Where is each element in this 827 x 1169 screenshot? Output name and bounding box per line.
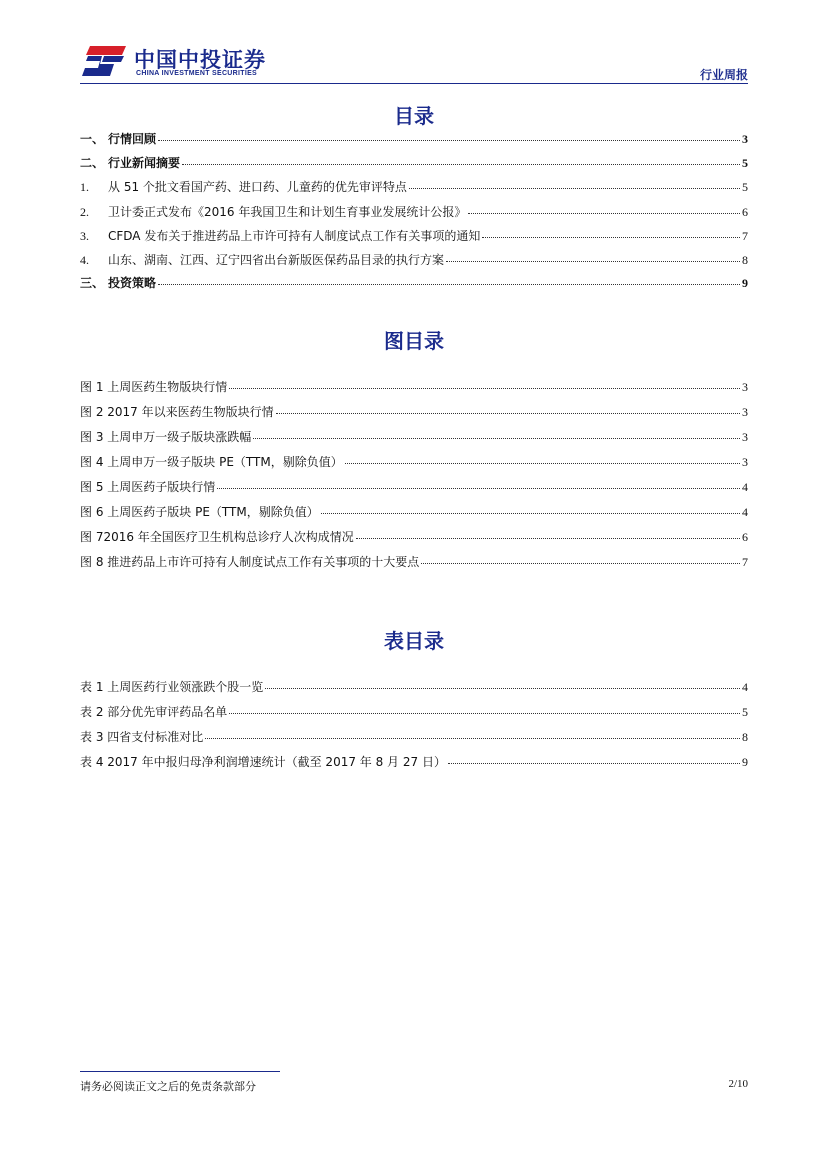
toc-entry-page: 9 [742, 276, 748, 290]
toc-entry-text: 图 6 上周医药子版块 PE（TTM，剔除负值） [80, 505, 319, 519]
toc-entry[interactable] [80, 203, 748, 221]
toc-leader-dots [229, 712, 740, 714]
toc-entry-page: 3 [742, 405, 748, 419]
toc-leader-dots [265, 687, 740, 689]
toc-leader-dots [205, 737, 740, 739]
toc-entry-page: 5 [742, 705, 748, 719]
toc-entry-number: 2. [80, 205, 89, 219]
toc-leader-dots [482, 236, 740, 238]
footer-disclaimer: 请务必阅读正文之后的免责条款部分 [80, 1080, 256, 1093]
toc-entry[interactable] [80, 553, 748, 571]
toc-entry-text: 图 1 上周医药生物版块行情 [80, 380, 228, 394]
toc-entry[interactable] [80, 753, 748, 771]
toc-entry-number: 一、 [80, 132, 105, 146]
toc-entry-text: 图 3 上周申万一级子版块涨跌幅 [80, 430, 252, 444]
toc-leader-dots [448, 762, 740, 764]
toc-entry-number: 三、 [80, 276, 105, 290]
toc-entry-page: 6 [742, 530, 748, 544]
company-name-en: CHINA INVESTMENT SECURITIES [136, 70, 258, 77]
toc-leader-dots [446, 260, 740, 262]
toc-leader-dots [158, 283, 740, 285]
toc-entry-text: 行业新闻摘要 [108, 156, 181, 170]
toc-entry[interactable] [80, 251, 748, 269]
toc-entry-page: 3 [742, 380, 748, 394]
toc-entry-page: 5 [742, 156, 748, 170]
toc-entry-page: 8 [742, 730, 748, 744]
toc-leader-dots [229, 387, 740, 389]
page-header [80, 44, 748, 86]
header-divider [80, 83, 748, 84]
toc-entry-text: 表 2 部分优先审评药品名单 [80, 705, 228, 719]
toc-entry[interactable] [80, 703, 748, 721]
toc-entry-number: 1. [80, 180, 89, 194]
toc-leader-dots [276, 412, 740, 414]
figure-list-title: 图目录 [384, 329, 444, 353]
toc-entry[interactable] [80, 130, 748, 148]
table-list-title: 表目录 [384, 629, 444, 653]
toc-leader-dots [217, 487, 740, 489]
toc-leader-dots [182, 163, 740, 165]
toc-entry-page: 3 [742, 132, 748, 146]
toc-entry-text: 投资策略 [108, 276, 157, 290]
toc-entry[interactable] [80, 403, 748, 421]
toc-entry-page: 9 [742, 755, 748, 769]
toc-entry-number: 二、 [80, 156, 105, 170]
page-number: 2/10 [728, 1078, 748, 1090]
toc-leader-dots [158, 139, 740, 141]
toc-entry-page: 5 [742, 180, 748, 194]
toc-entry-page: 3 [742, 430, 748, 444]
toc-entry-text: 行情回顾 [108, 132, 157, 146]
toc-entry[interactable] [80, 178, 748, 196]
toc-leader-dots [468, 212, 740, 214]
toc-entry-page: 4 [742, 680, 748, 694]
toc-entry-text: 图 4 上周申万一级子版块 PE（TTM，剔除负值） [80, 455, 343, 469]
toc-entry[interactable] [80, 453, 748, 471]
toc-leader-dots [356, 537, 740, 539]
toc-entry-page: 4 [742, 480, 748, 494]
toc-entry-text: 从 51 个批文看国产药、进口药、儿童药的优先审评特点 [108, 180, 407, 194]
toc-entry[interactable] [80, 728, 748, 746]
toc-entry[interactable] [80, 528, 748, 546]
report-type: 行业周报 [699, 68, 748, 82]
toc-entry-text: 表 3 四省支付标准对比 [80, 730, 204, 744]
company-logo-icon [80, 44, 128, 78]
toc-entry-page: 7 [742, 229, 748, 243]
toc-entry-text: 山东、湖南、江西、辽宁四省出台新版医保药品目录的执行方案 [108, 253, 445, 267]
toc-leader-dots [253, 437, 740, 439]
toc-entry[interactable] [80, 678, 748, 696]
toc-entry-text: 图 72016 年全国医疗卫生机构总诊疗人次构成情况 [80, 530, 354, 544]
toc-entry[interactable] [80, 154, 748, 172]
toc-title: 目录 [394, 104, 434, 128]
toc-leader-dots [409, 187, 740, 189]
toc-leader-dots [345, 462, 740, 464]
toc-entry-text: 图 8 推进药品上市许可持有人制度试点工作有关事项的十大要点 [80, 555, 420, 569]
toc-entry-page: 3 [742, 455, 748, 469]
toc-entry-page: 4 [742, 505, 748, 519]
toc-entry[interactable] [80, 378, 748, 396]
toc-entry-number: 3. [80, 229, 89, 243]
toc-entry-text: 表 4 2017 年中报归母净利润增速统计（截至 2017 年 8 月 27 日） [80, 755, 446, 769]
toc-entry-text: 图 2 2017 年以来医药生物版块行情 [80, 405, 274, 419]
toc-entry-text: CFDA 发布关于推进药品上市许可持有人制度试点工作有关事项的通知 [108, 229, 481, 243]
toc-entry[interactable] [80, 274, 748, 292]
company-name-cn: 中国中投证券 [134, 48, 266, 72]
toc-leader-dots [421, 562, 740, 564]
toc-entry-text: 图 5 上周医药子版块行情 [80, 480, 216, 494]
toc-entry[interactable] [80, 227, 748, 245]
toc-entry-number: 4. [80, 253, 89, 267]
toc-entry[interactable] [80, 428, 748, 446]
toc-entry-page: 8 [742, 253, 748, 267]
toc-entry-page: 6 [742, 205, 748, 219]
toc-entry-text: 表 1 上周医药行业领涨跌个股一览 [80, 680, 264, 694]
toc-entry-page: 7 [742, 555, 748, 569]
footer-divider [80, 1071, 280, 1072]
toc-leader-dots [321, 512, 740, 514]
toc-entry-text: 卫计委正式发布《2016 年我国卫生和计划生育事业发展统计公报》 [108, 205, 467, 219]
toc-entry[interactable] [80, 503, 748, 521]
toc-entry[interactable] [80, 478, 748, 496]
